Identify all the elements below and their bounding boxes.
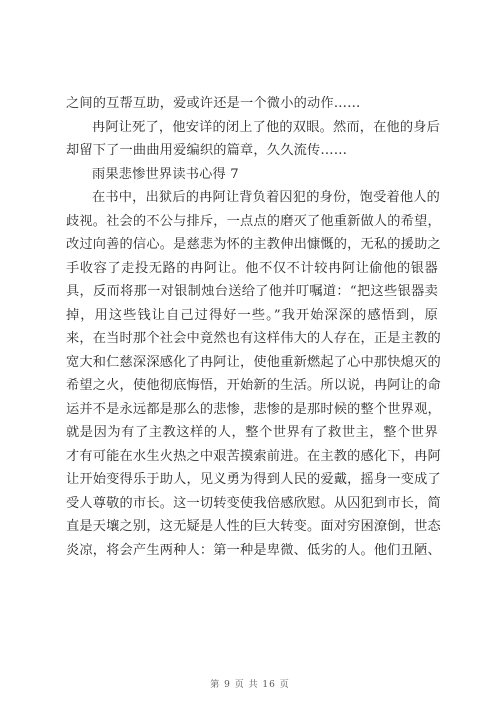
text-line: 希望之火，使他彻底悔悟，开始新的生活。所以说，冉阿让的命 xyxy=(66,378,441,393)
text-line: 改过向善的信心。是慈悲为怀的主教伸出慷慨的，无私的援助之 xyxy=(66,237,441,252)
text-line: 来，在当时那个社会中竟然也有这样伟大的人存在，正是主教的 xyxy=(66,331,441,346)
document-body xyxy=(66,92,441,562)
text-line: 受人尊敬的市长。这一切转变使我倍感欣慰。从囚犯到市长，简 xyxy=(66,495,441,511)
text-line: 让开始变得乐于助人，见义勇为得到人民的爱戴，摇身一变成了 xyxy=(66,472,441,487)
section-heading: 雨果悲惨世界读书心得 7 xyxy=(92,166,239,182)
text-line: 运并不是永远都是那么的悲惨，悲惨的是那时候的整个世界观， xyxy=(66,401,441,417)
text-line: 具，反而将那一对银制烛台送给了他并叮嘱道：“把这些银器卖 xyxy=(66,284,438,299)
text-line: 宽大和仁慈深深感化了冉阿让，使他重新燃起了心中那快熄灭的 xyxy=(66,354,441,370)
text-line: 直是天壤之别，这无疑是人性的巨大转变。面对穷困潦倒，世态 xyxy=(66,519,441,534)
text-line: 之间的互帮互助，爱或许还是一个微小的动作…… xyxy=(66,96,361,111)
text-line: 歧视。社会的不公与排斥，一点点的磨灭了他重新做人的希望， xyxy=(66,213,441,229)
text-line: 手收容了走投无路的冉阿让。他不仅不计较冉阿让偷他的银器 xyxy=(66,260,438,276)
text-line: 冉阿让死了，他安详的闭上了他的双眼。然而，在他的身后 xyxy=(92,119,441,135)
text-line: 在书中，出狱后的冉阿让背负着囚犯的身份，饱受着他人的 xyxy=(92,190,441,205)
text-line: 炎凉，将会产生两种人：第一种是卑微、低劣的人。他们丑陋、 xyxy=(66,542,441,558)
text-line: 掉，用这些钱让自己过得好一些。”我开始深深的感悟到，原 xyxy=(66,307,438,323)
text-line: 却留下了一曲曲用爱编织的篇章，久久流传…… xyxy=(66,143,348,158)
text-line: 才有可能在水生火热之中艰苦摸索前进。在主教的感化下，冉阿 xyxy=(66,448,441,464)
page-number-footer: 第 9 页 共 16 页 xyxy=(210,680,290,690)
text-line: 就是因为有了主教这样的人，整个世界有了救世主，整个世界 xyxy=(66,425,438,440)
